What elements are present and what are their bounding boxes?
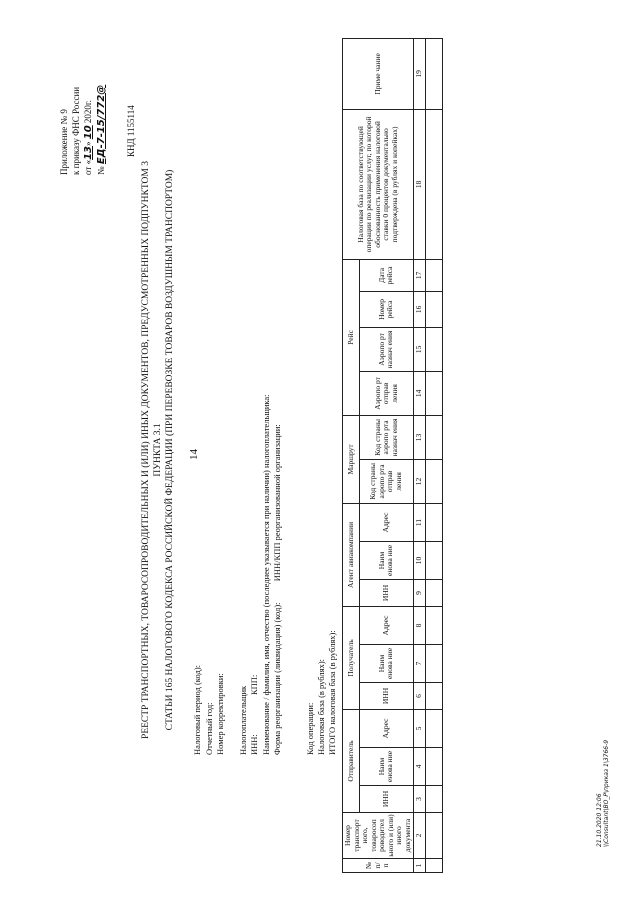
col-num: 5: [414, 709, 426, 747]
flight-date-header: Дата рейса: [359, 259, 413, 291]
col-num: 19: [414, 38, 426, 109]
empty-cell[interactable]: [426, 606, 443, 644]
reorg-line: [272, 394, 284, 755]
empty-cell[interactable]: [426, 579, 443, 606]
col-num: 15: [414, 327, 426, 371]
empty-cell[interactable]: [426, 415, 443, 459]
receiver-name-header: Наим енова ние: [359, 644, 413, 682]
appendix-line-1: Приложение № 9: [59, 109, 69, 175]
col-num: 2: [414, 813, 426, 859]
note-header: Приме чание: [343, 38, 414, 109]
document-title: [140, 150, 176, 750]
column-numbers-row: [414, 38, 426, 872]
flight-number-header: Номер рейса: [359, 291, 413, 327]
route-from-header: Код страны аэропо рта отправ ления: [359, 459, 413, 503]
col-num: 3: [414, 786, 426, 813]
col-num: 6: [414, 682, 426, 709]
agent-address-header: Адрес: [359, 503, 413, 541]
empty-cell[interactable]: [426, 682, 443, 709]
sender-group-header: Отправитель: [343, 709, 360, 812]
appendix-date: [82, 85, 95, 175]
col-num: 11: [414, 503, 426, 541]
taxpayer-name-label: Наименование / фамилия, имя, отчество (последнее указывается при наличии) налогоплательщика:: [260, 394, 271, 755]
col-num: 13: [414, 415, 426, 459]
date-mid: »: [83, 139, 93, 146]
footer-timestamp: 21.10.2020 12:06: [596, 793, 603, 847]
agent-name-header: Наим енова ние: [359, 541, 413, 579]
sender-address-header: Адрес: [359, 709, 413, 747]
route-to-header: Код страны аэропо рта назнач ения: [359, 415, 413, 459]
correction-number-label: Номер корректировки:: [215, 673, 225, 755]
reorg-inn-kpp-label: ИНН/КПП реорганизованной организации:: [272, 424, 282, 582]
col-num: 17: [414, 259, 426, 291]
report-year-label: Отчетный год:: [203, 702, 214, 755]
empty-cell[interactable]: [426, 291, 443, 327]
inn-label: ИНН:: [249, 734, 259, 755]
inn-kpp-line: [249, 394, 261, 755]
empty-cell[interactable]: [426, 38, 443, 109]
col-no-header: № п/ п: [343, 859, 414, 873]
operations-block: [305, 630, 338, 755]
number-value: ЕД-7-15/772@: [96, 84, 107, 165]
registry-table: [342, 38, 443, 873]
flight-from-header: Аэропо рт отправ ления: [359, 371, 413, 415]
flight-group-header: Рейс: [343, 259, 360, 415]
empty-cell[interactable]: [426, 709, 443, 747]
empty-cell[interactable]: [426, 327, 443, 371]
col-num: 18: [414, 109, 426, 259]
title-line-2: СТАТЬИ 165 НАЛОГОВОГО КОДЕКСА РОССИЙСКОЙ ФЕДЕРАЦИИ (ПРИ ПЕРЕВОЗКЕ ТОВАРОВ ВОЗДУШНЫМ ТРАНСПОРТОМ): [165, 169, 175, 731]
date-day: 13: [83, 146, 94, 160]
op-code-label: Код операции:: [305, 702, 315, 755]
col-num: 14: [414, 371, 426, 415]
flight-to-header: Аэропо рт назнач ения: [359, 327, 413, 371]
appendix-number: [95, 85, 108, 175]
page-number: 14: [188, 449, 200, 460]
appendix-block: [58, 85, 108, 175]
col-num: 4: [414, 748, 426, 786]
date-month: 10: [83, 125, 94, 140]
col-num: 8: [414, 606, 426, 644]
empty-cell[interactable]: [426, 644, 443, 682]
empty-cell[interactable]: [426, 748, 443, 786]
empty-cell[interactable]: [426, 371, 443, 415]
receiver-group-header: Получатель: [343, 606, 360, 709]
taxpayer-info: [192, 394, 284, 755]
agent-group-header: Агент авиакомпании: [343, 503, 360, 606]
sender-name-header: Наим енова ние: [359, 748, 413, 786]
empty-cell[interactable]: [426, 859, 443, 873]
receiver-address-header: Адрес: [359, 606, 413, 644]
date-prefix: от «: [83, 159, 93, 175]
col-num: 9: [414, 579, 426, 606]
empty-cell[interactable]: [426, 459, 443, 503]
empty-cell[interactable]: [426, 541, 443, 579]
col-num: 7: [414, 644, 426, 682]
empty-cell[interactable]: [426, 786, 443, 813]
reorg-form-label: Форма реорганизации (ликвидация) (код):: [272, 602, 282, 755]
tax-period-label: Налоговый период (код):: [192, 664, 202, 755]
taxpayer-label: Налогоплательщик: [237, 685, 248, 755]
kpp-label: КПП:: [249, 674, 259, 695]
number-prefix: №: [96, 164, 106, 175]
col-doc-header: Номер транспорт ного, товаросоп роводител ьного и (или) иного документа: [343, 814, 412, 857]
col-num: 1: [414, 859, 426, 873]
appendix-line-2: к приказу ФНС России: [71, 86, 81, 175]
sender-inn-header: ИНН: [359, 786, 413, 813]
footer-path: \\Consultant\ВО_P\приказ 1\3766-9: [603, 739, 610, 847]
empty-cell[interactable]: [426, 813, 443, 859]
tax-base-label: Налоговая база (в рублях):: [316, 658, 326, 755]
route-group-header: Маршрут: [343, 415, 360, 503]
receiver-inn-header: ИНН: [359, 682, 413, 709]
taxbase-header: Налоговая база по соответствующей операции по реализации услуг, по которой обоснованность применения налоговой ставки 0 процентов документально подтверждена (в рублях и копейках): [343, 109, 414, 259]
col-num: 10: [414, 541, 426, 579]
date-year: 2020г.: [83, 100, 93, 124]
agent-inn-header: ИНН: [359, 579, 413, 606]
empty-cell[interactable]: [426, 503, 443, 541]
knd-code: КНД 1155114: [126, 105, 136, 157]
total-tax-base-label: ИТОГО налоговая база (в рублях):: [327, 630, 337, 755]
empty-cell[interactable]: [426, 259, 443, 291]
title-line-1: РЕЕСТР ТРАНСПОРТНЫХ, ТОВАРОСОПРОВОДИТЕЛЬНЫХ И (ИЛИ) ИНЫХ ДОКУМЕНТОВ, ПРЕДУСМОТРЕННЫХ ПОДПУНКТОМ 3 ПУНКТА 3.1: [141, 161, 163, 739]
empty-data-row: [426, 38, 443, 872]
empty-cell[interactable]: [426, 109, 443, 259]
col-num: 12: [414, 459, 426, 503]
header-row-1: [343, 38, 360, 872]
col-num: 16: [414, 291, 426, 327]
file-footer: [596, 740, 610, 847]
